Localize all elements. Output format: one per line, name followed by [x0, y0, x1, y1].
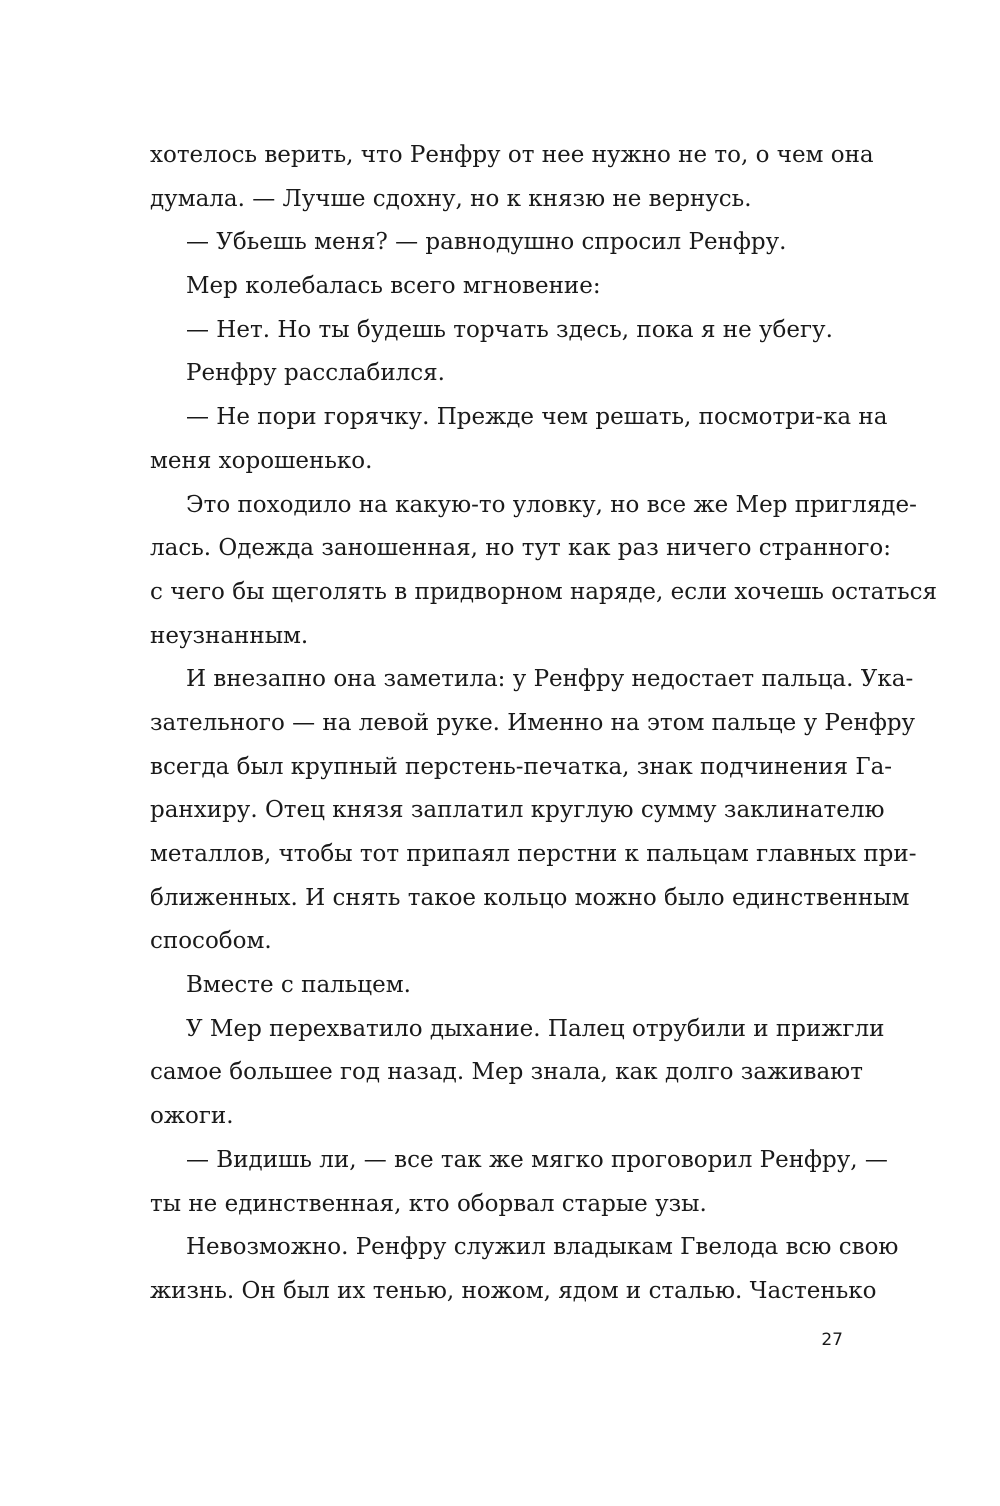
text-line: ожоги.: [150, 1103, 234, 1130]
text-line: неузнанным.: [150, 622, 309, 649]
text-line: — Убьешь меня? — равнодушно спросил Ренфру.: [186, 229, 787, 256]
text-line: думала. — Лучше сдохну, но к князю не вернусь.: [150, 185, 752, 212]
body-text: [150, 134, 938, 1314]
text-line: самое большее год назад. Мер знала, как долго заживают: [150, 1059, 863, 1086]
text-line: Невозможно. Ренфру служил владыкам Гвелода всю свою: [186, 1234, 899, 1261]
text-line: И внезапно она заметила: у Ренфру недостает пальца. Ука-: [186, 666, 914, 693]
text-line: Вместе с пальцем.: [186, 972, 411, 999]
text-line: зательного — на левой руке. Именно на этом пальце у Ренфру: [150, 709, 916, 736]
page-number: 27: [821, 1330, 843, 1350]
text-line: Это походило на какую-то уловку, но все же Мер пригляде-: [186, 491, 917, 518]
text-line: ближенных. И снять такое кольцо можно было единственным: [150, 884, 910, 911]
text-line: ты не единственная, кто оборвал старые узы.: [150, 1190, 707, 1217]
text-line: хотелось верить, что Ренфру от нее нужно не то, о чем она: [150, 142, 874, 168]
text-line: Ренфру расслабился.: [186, 360, 445, 387]
text-line: способом.: [150, 928, 272, 955]
text-line: металлов, чтобы тот припаял перстни к пальцам главных при-: [150, 841, 917, 867]
text-line: всегда был крупный перстень-печатка, знак подчинения Га-: [150, 753, 893, 780]
text-line: У Мер перехватило дыхание. Палец отрубили и прижгли: [186, 1015, 885, 1042]
text-line: — Нет. Но ты будешь торчать здесь, пока я не убегу.: [186, 316, 833, 343]
text-line: ранхиру. Отец князя заплатил круглую сумму заклинателю: [150, 797, 885, 824]
text-line: с чего бы щеголять в придворном наряде, если хочешь остаться: [150, 578, 938, 605]
text-line: лась. Одежда заношенная, но тут как раз ничего странного:: [150, 535, 891, 562]
text-line: — Не пори горячку. Прежде чем решать, посмотри-ка на: [186, 404, 888, 431]
text-line: — Видишь ли, — все так же мягко проговорил Ренфру, —: [186, 1146, 888, 1173]
text-line: меня хорошенько.: [150, 447, 373, 474]
text-line: Мер колебалась всего мгновение:: [186, 273, 601, 300]
text-line: жизнь. Он был их тенью, ножом, ядом и сталью. Частенько: [150, 1277, 877, 1304]
